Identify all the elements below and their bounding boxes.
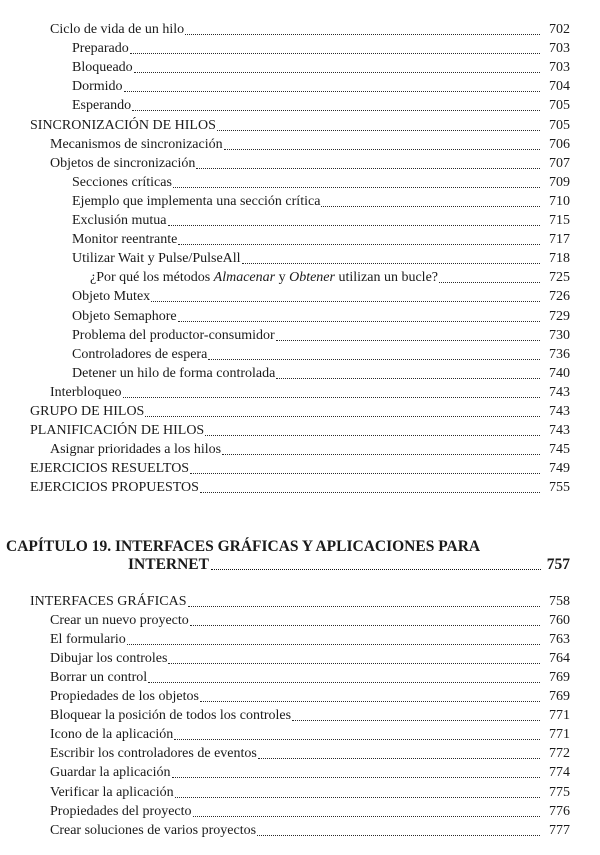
toc-leader-dots: [222, 454, 540, 455]
toc-entry-label: Preparado: [72, 41, 129, 57]
toc-entry: [50, 802, 570, 821]
toc-entry: [72, 96, 570, 115]
toc-entry: [30, 459, 570, 478]
toc-entry: [72, 173, 570, 192]
toc-entry-label: Crear un nuevo proyecto: [50, 613, 189, 629]
toc-leader-dots: [190, 473, 540, 474]
toc-entry-page: 769: [549, 670, 570, 686]
toc-entry: [72, 77, 570, 96]
toc-entry-page: 717: [549, 232, 570, 248]
toc-entry-page: 725: [549, 270, 570, 286]
toc-entry-label: Icono de la aplicación: [50, 727, 174, 743]
toc-entry: [90, 268, 570, 287]
toc-entry: [50, 630, 570, 649]
toc-entry-page: 740: [549, 365, 570, 381]
toc-leader-dots: [145, 416, 540, 417]
toc-entry: [72, 345, 570, 364]
toc-leader-dots: [276, 340, 540, 341]
toc-entry-label: EJERCICIOS RESUELTOS: [30, 461, 190, 477]
toc-entry-label: Interbloqueo: [50, 384, 122, 400]
toc-entry-page: 760: [549, 613, 570, 629]
toc-entry-page: 710: [549, 193, 570, 209]
toc-leader-dots: [151, 301, 540, 302]
toc-entry: [50, 20, 570, 39]
toc-entry-page: 703: [549, 41, 570, 57]
chapter-title-line1: CAPÍTULO 19. INTERFACES GRÁFICAS Y APLICACIONES PARA: [6, 538, 481, 555]
toc-entry-label: EJERCICIOS PROPUESTOS: [30, 480, 199, 496]
toc-entry: [72, 211, 570, 230]
toc-entry: [72, 307, 570, 326]
toc-entry-label: Ciclo de vida de un hilo: [50, 22, 185, 37]
toc-entry-label: Problema del productor-consumidor: [72, 327, 275, 343]
toc-entry-label: Esperando: [72, 98, 132, 114]
toc-entry-page: 743: [549, 384, 570, 400]
toc-entry-page: 776: [549, 803, 570, 819]
toc-entry-page: 772: [549, 746, 570, 762]
toc-entry-label: Propiedades del proyecto: [50, 803, 192, 819]
toc-leader-dots: [257, 835, 540, 836]
chapter-page-number: 757: [546, 556, 570, 573]
toc-entry-label: Utilizar Wait y Pulse/PulseAll: [72, 251, 241, 267]
toc-leader-dots: [242, 263, 540, 264]
toc-entry-page: 777: [549, 822, 570, 838]
toc-entry-label: PLANIFICACIÓN DE HILOS: [30, 423, 205, 439]
toc-leader-dots: [200, 492, 540, 493]
toc-leader-dots: [124, 91, 540, 92]
toc-entry-label: Propiedades de los objetos: [50, 689, 199, 705]
toc-entry-label: Dibujar los controles: [50, 651, 168, 667]
toc-entry: [50, 649, 570, 668]
toc-entry-page: 763: [549, 632, 570, 648]
toc-entry-label: SINCRONIZACIÓN DE HILOS: [30, 117, 216, 133]
toc-leader-dots: [188, 606, 541, 607]
toc-leader-dots: [321, 206, 540, 207]
toc-entry: [30, 421, 570, 440]
toc-entry-label: Escribir los controladores de eventos: [50, 746, 257, 762]
toc-entry-label: Objetos de sincronización: [50, 155, 196, 171]
toc-entry: [50, 821, 570, 840]
toc-entry-label: INTERFACES GRÁFICAS: [30, 594, 187, 609]
toc-entry-page: 764: [549, 651, 570, 667]
toc-entry-page: 774: [549, 765, 570, 781]
toc-entry: [50, 135, 570, 154]
toc-entry: [72, 39, 570, 58]
toc-entry-page: 736: [549, 346, 570, 362]
toc-entry: [72, 364, 570, 383]
toc-leader-dots: [173, 187, 540, 188]
toc-entry: [50, 154, 570, 173]
toc-entry: [50, 744, 570, 763]
toc-entry: [72, 230, 570, 249]
toc-entry-label: El formulario: [50, 632, 126, 648]
toc-entry-page: 771: [549, 727, 570, 743]
toc-leader-dots: [130, 53, 540, 54]
toc-entry-page: 703: [549, 60, 570, 76]
toc-entry-label: GRUPO DE HILOS: [30, 404, 145, 419]
toc-leader-dots: [224, 149, 540, 150]
toc-entry-label: Objeto Mutex: [72, 289, 151, 305]
toc-entry-page: 729: [549, 308, 570, 324]
toc-entry-page: 769: [549, 689, 570, 705]
toc-leader-dots: [292, 720, 540, 721]
toc-entry-page: 743: [549, 423, 570, 439]
toc-entry-page: 705: [549, 98, 570, 114]
toc-entry: [50, 440, 570, 459]
toc-entry-page: 755: [549, 480, 570, 496]
toc-leader-dots: [208, 359, 540, 360]
toc-entry-label: Dormido: [72, 79, 123, 95]
toc-entry: [50, 668, 570, 687]
toc-entry-label: Controladores de espera: [72, 346, 208, 362]
toc-entry-page: 771: [549, 708, 570, 724]
toc-entry-page: 702: [549, 22, 570, 37]
toc-entry-page: 706: [549, 136, 570, 152]
toc-leader-dots: [200, 701, 540, 702]
toc-entry: [50, 763, 570, 782]
toc-entry: [72, 287, 570, 306]
toc-leader-dots: [185, 34, 540, 35]
toc-entry-label: Ejemplo que implementa una sección crítica: [72, 193, 321, 209]
toc-leader-dots: [175, 797, 540, 798]
toc-entry: [72, 326, 570, 345]
toc-leader-dots: [132, 110, 540, 111]
toc-entry: [72, 58, 570, 77]
toc-entry-page: 745: [549, 442, 570, 458]
toc-leader-dots: [193, 816, 540, 817]
toc-entry: [50, 383, 570, 402]
toc-entry-page: 718: [549, 251, 570, 267]
toc-entry: [50, 725, 570, 744]
toc-entry-page: 707: [549, 155, 570, 171]
toc-entry-page: 743: [549, 404, 570, 419]
toc-entry-page: 775: [549, 784, 570, 800]
chapter-title-line2: INTERNET: [128, 556, 209, 573]
toc-entry: [30, 116, 570, 135]
toc-leader-dots: [190, 625, 540, 626]
toc-entry-label: Detener un hilo de forma controlada: [72, 365, 276, 381]
toc-entry: [30, 592, 570, 611]
toc-leader-dots: [148, 682, 540, 683]
toc-entry-label: Secciones críticas: [72, 174, 172, 190]
toc-entry-label: ¿Por qué los métodos Almacenar y Obtener utilizan un bucle?: [90, 270, 439, 286]
toc-entry-page: 726: [549, 289, 570, 305]
toc-entry: [50, 706, 570, 725]
toc-leader-dots: [258, 758, 540, 759]
toc-entry-label: Monitor reentrante: [72, 232, 178, 248]
toc-entry-page: 705: [549, 117, 570, 133]
toc-entry-page: 749: [549, 461, 570, 477]
toc-entry: [30, 402, 570, 421]
toc-leader-dots: [439, 282, 540, 283]
toc-leader-dots: [178, 321, 540, 322]
toc-entry-label: Exclusión mutua: [72, 213, 167, 228]
toc-entry-page: 704: [549, 79, 570, 95]
toc-entry: [50, 687, 570, 706]
toc-entry-page: 709: [549, 174, 570, 190]
toc-entry: [50, 611, 570, 630]
toc-entry-label: Bloquear la posición de todos los controles: [50, 708, 292, 724]
toc-entry-label: Crear soluciones de varios proyectos: [50, 822, 257, 838]
toc-leader-dots: [205, 435, 540, 436]
toc-entry: [50, 783, 570, 802]
toc-entry-label: Verificar la aplicación: [50, 784, 174, 800]
toc-entry-label: Guardar la aplicación: [50, 765, 171, 781]
toc-leader-dots: [196, 168, 540, 169]
chapter-leader-dots: [211, 569, 541, 570]
toc-leader-dots: [172, 777, 541, 778]
toc-leader-dots: [168, 663, 540, 664]
toc-entry-label: Asignar prioridades a los hilos: [50, 442, 222, 458]
toc-entry: [30, 478, 570, 497]
toc-leader-dots: [276, 378, 540, 379]
toc-leader-dots: [217, 130, 540, 131]
toc-leader-dots: [168, 225, 541, 226]
toc-leader-dots: [174, 739, 540, 740]
toc-entry-page: 730: [549, 327, 570, 343]
chapter-title-line2-row: [128, 555, 570, 575]
toc-entry-label: Bloqueado: [72, 60, 133, 76]
toc-leader-dots: [134, 72, 540, 73]
toc-leader-dots: [123, 397, 540, 398]
toc-entry-page: 758: [549, 594, 570, 609]
toc-entry-label: Objeto Semaphore: [72, 308, 177, 324]
toc-leader-dots: [178, 244, 540, 245]
toc-entry-label: Borrar un control: [50, 670, 148, 686]
toc-entry-page: 715: [549, 213, 570, 228]
toc-entry: [72, 249, 570, 268]
toc-entry-label: Mecanismos de sincronización: [50, 136, 223, 152]
toc-leader-dots: [127, 644, 540, 645]
toc-entry: [72, 192, 570, 211]
